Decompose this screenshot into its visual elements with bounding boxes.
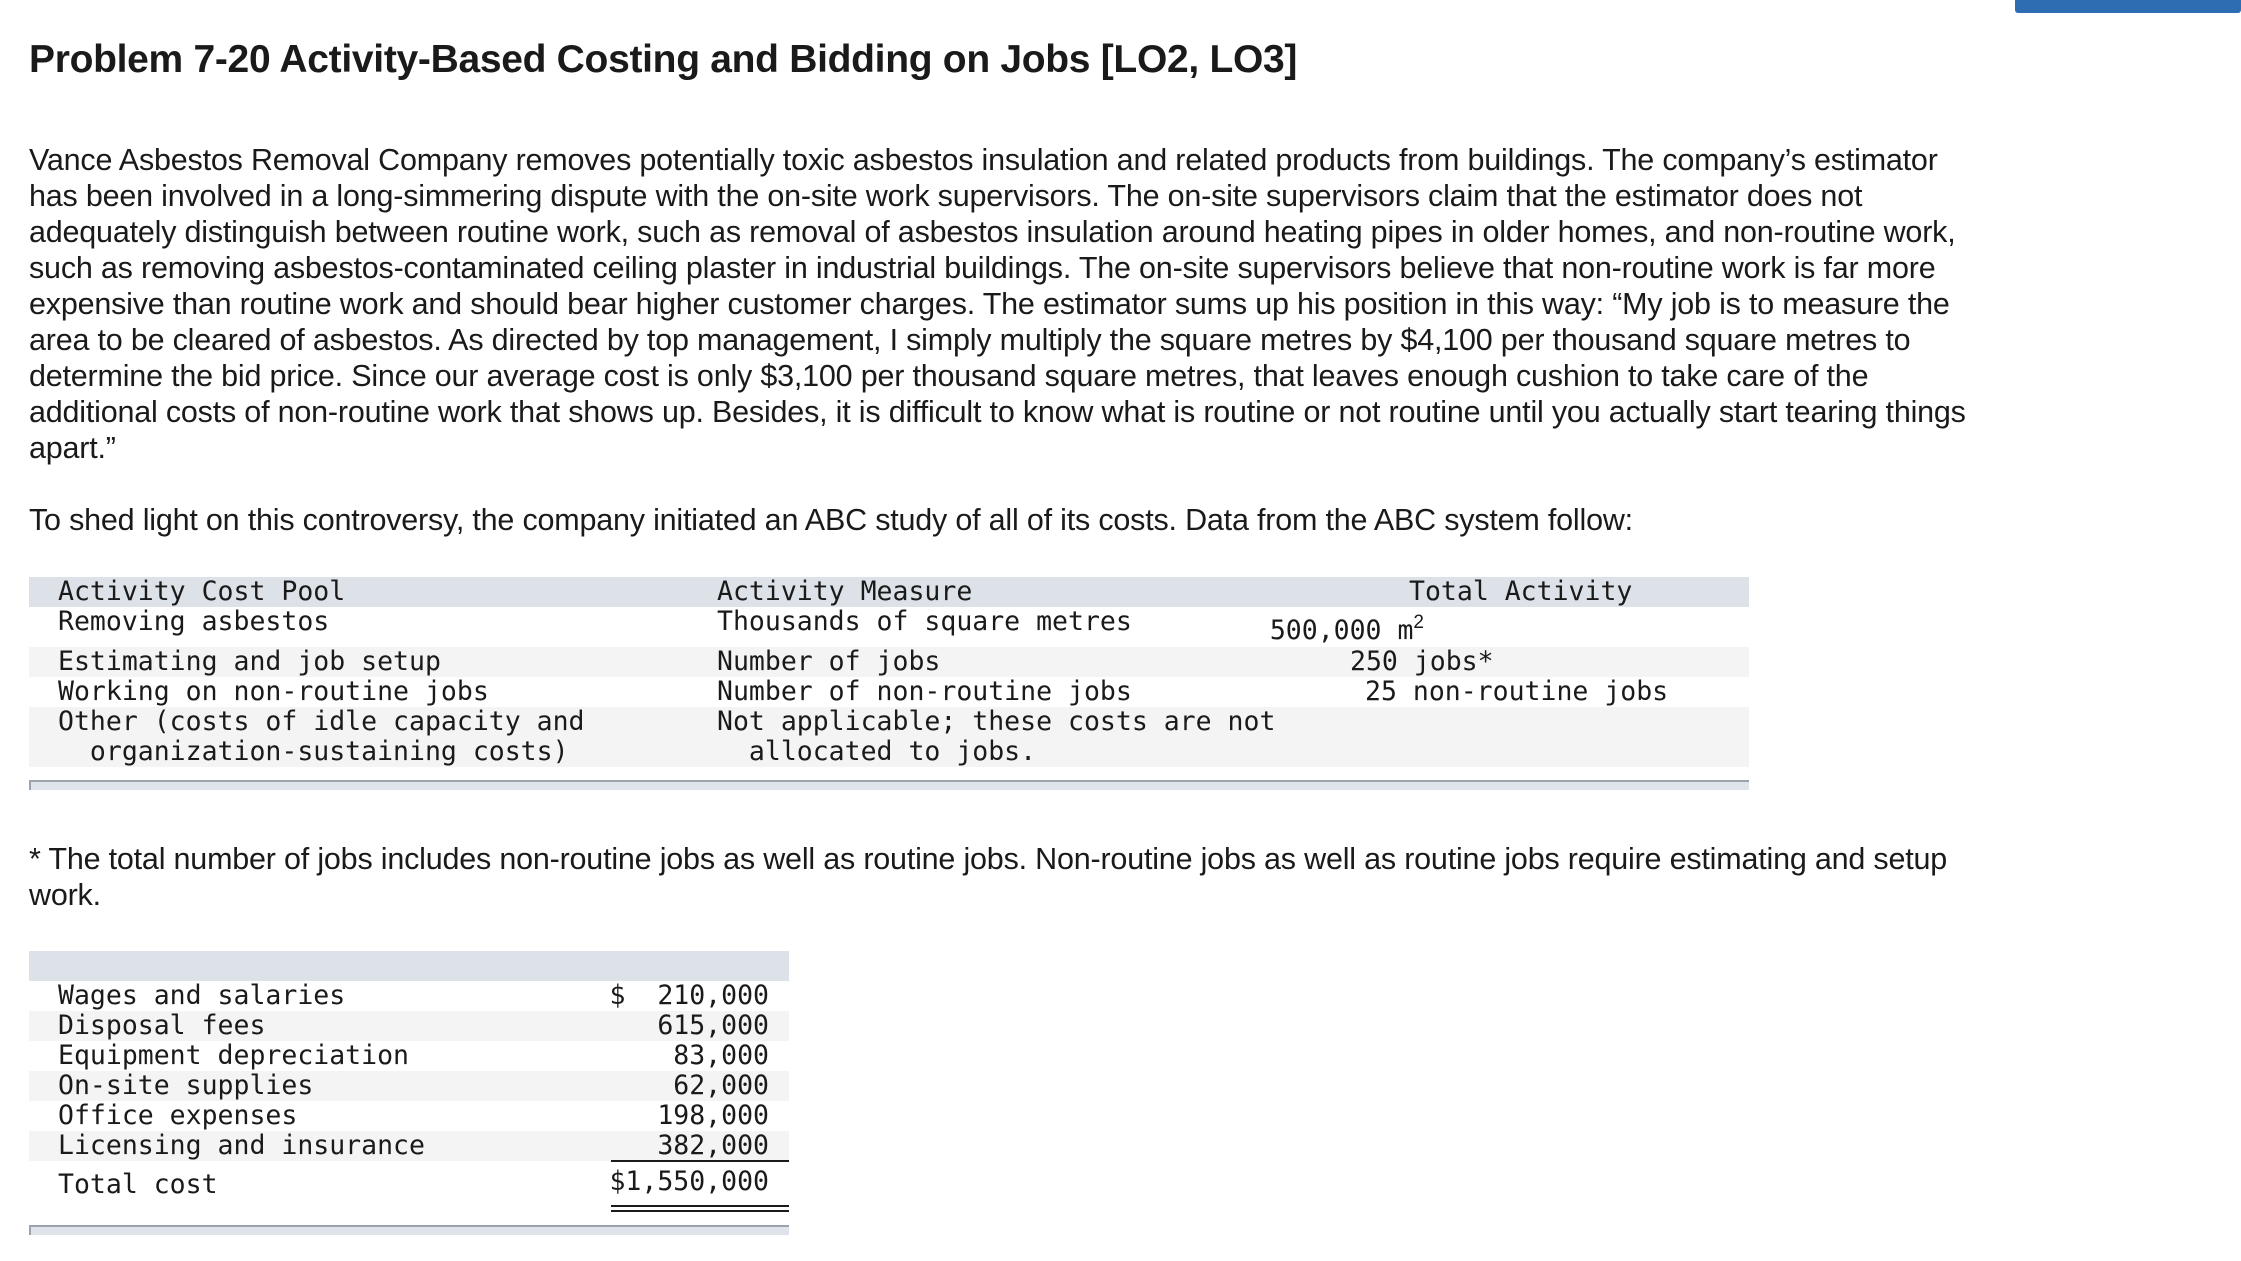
header-activity-measure: Activity Measure	[717, 576, 973, 607]
table-row	[29, 1071, 789, 1101]
lead-sentence: To shed light on this controversy, the company initiated an ABC study of all of its costs. Data from the ABC system follow:	[29, 503, 1633, 537]
cost-label: Disposal fees	[58, 1010, 266, 1041]
subtotal-rule	[611, 1160, 789, 1162]
unit-superscript: 2	[1413, 612, 1424, 633]
total-double-rule	[611, 1205, 789, 1212]
cost-amount: 198,000	[657, 1100, 769, 1131]
total-label: Total cost	[58, 1169, 218, 1200]
total-row	[29, 1163, 789, 1203]
table-row	[29, 1011, 789, 1041]
cost-label: Wages and salaries	[58, 980, 346, 1011]
table-bottom-rule	[29, 1225, 789, 1235]
page-title: Problem 7-20 Activity-Based Costing and Bidding on Jobs [LO2, LO3]	[29, 38, 1298, 81]
table-row	[29, 607, 1749, 647]
row-measure: Not applicable; these costs are not allocated to jobs.	[717, 706, 1276, 767]
top-accent-bar	[2015, 0, 2241, 13]
cost-label: Equipment depreciation	[58, 1040, 409, 1071]
row-measure: Number of jobs	[717, 646, 941, 677]
table-bottom-rule	[29, 780, 1749, 790]
row-pool: Working on non-routine jobs	[58, 676, 489, 707]
table-row	[29, 647, 1749, 677]
header-total-activity: Total Activity	[1409, 576, 1633, 607]
row-pool: Estimating and job setup	[58, 646, 441, 677]
cost-label: On-site supplies	[58, 1070, 314, 1101]
row-measure: Thousands of square metres	[717, 606, 1132, 637]
row-total	[1269, 612, 1424, 649]
row-total-value: 500,000 m	[1269, 615, 1414, 646]
row-total: 25 non-routine jobs	[1365, 676, 1669, 707]
row-measure: Number of non-routine jobs	[717, 676, 1132, 707]
header-activity-cost-pool: Activity Cost Pool	[58, 576, 346, 607]
table-row	[29, 1101, 789, 1131]
cost-amount: $ 210,000	[609, 980, 769, 1011]
cost-label: Licensing and insurance	[58, 1130, 425, 1161]
table-row	[29, 1131, 789, 1161]
total-amount: $1,550,000	[609, 1166, 769, 1197]
table-row	[29, 707, 1749, 767]
intro-paragraph: Vance Asbestos Removal Company removes potentially toxic asbestos insulation and related products from buildings. The company’s estimator has been involved in a long-simmering dispute with the on-site work supervisors. The on-site supervisors claim that the estimator does not adequately distinguish between routine work, such as removal of asbestos insulation around heating pipes in older homes, and non-routine work, such as removing asbestos-contaminated ceiling plaster in industrial buildings. The on-site supervisors believe that non-routine work is far more expensive than routine work and should bear higher customer charges. The estimator sums up his position in this way: “My job is to measure the area to be cleared of asbestos. As directed by top management, I simply multiply the square metres by $4,100 per thousand square metres to determine the bid price. Since our average cost is only $3,100 per thousand square metres, that leaves enough cushion to take care of the additional costs of non-routine work that shows up. Besides, it is difficult to know what is routine or not routine until you actually start tearing things apart.”	[29, 143, 1966, 465]
row-pool: Removing asbestos	[58, 606, 330, 637]
cost-table-header-band	[29, 951, 789, 981]
row-pool: Other (costs of idle capacity and organization-sustaining costs)	[58, 706, 585, 767]
cost-amount: 62,000	[673, 1070, 769, 1101]
row-total: 250 jobs*	[1350, 646, 1494, 677]
cost-amount: 382,000	[657, 1130, 769, 1161]
footnote: * The total number of jobs includes non-routine jobs as well as routine jobs. Non-routine jobs as well as routine jobs require estimating and setup work.	[29, 842, 1948, 912]
table-row	[29, 1041, 789, 1071]
table-row	[29, 677, 1749, 707]
cost-amount: 83,000	[673, 1040, 769, 1071]
table-row	[29, 981, 789, 1011]
activity-table-header	[29, 577, 1749, 607]
cost-label: Office expenses	[58, 1100, 298, 1131]
cost-amount: 615,000	[657, 1010, 769, 1041]
